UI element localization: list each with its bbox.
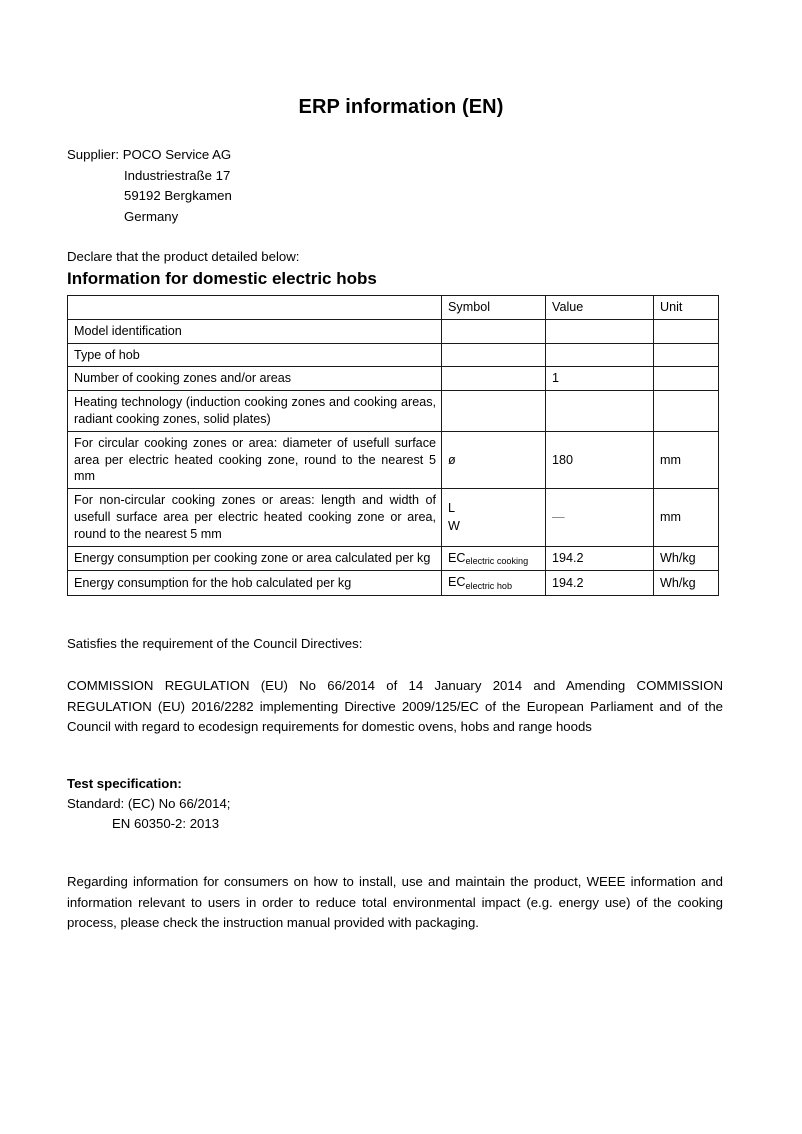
header-cell-unit: Unit [654, 296, 719, 320]
cell-description: Type of hob [68, 343, 442, 367]
symbol-subscript: electric cooking [465, 556, 529, 567]
cell-description: Energy consumption for the hob calculated per kg [68, 571, 442, 596]
closing-paragraph: Regarding information for consumers on how to install, use and maintain the product, WEEE information and information relevant to users in order to reduce total environmental impact (e.g. energy use) of the cooking process, please check the instruction manual provided with packaging. [67, 874, 723, 930]
supplier-address-line-2: 59192 Bergkamen [124, 188, 232, 204]
cell-value [546, 391, 654, 432]
cell-description: Energy consumption per cooking zone or area calculated per kg [68, 546, 442, 571]
cell-unit [654, 367, 719, 391]
cell-unit: mm [654, 431, 719, 488]
supplier-address-line-3: Germany [124, 208, 179, 224]
declare-line: Declare that the product detailed below: [67, 249, 300, 264]
cell-symbol-ec-electric-cooking [442, 546, 546, 571]
cell-description: Number of cooking zones and/or areas [68, 367, 442, 391]
header-cell-symbol: Symbol [442, 296, 546, 320]
cell-value: — [546, 489, 654, 546]
cell-value: 180 [546, 431, 654, 488]
page-title: ERP information (EN) [298, 96, 504, 118]
section-heading: Information for domestic electric hobs [67, 269, 377, 288]
cell-value: 194.2 [546, 546, 654, 571]
cell-symbol [442, 343, 546, 367]
regulation-paragraph: COMMISSION REGULATION (EU) No 66/2014 of 14 January 2014 and Amending COMMISSION REGULATION (EU) 2016/2282 implementing Directive 2009/125/EC of the European Parliament and of the Council with regard to ecodesign requirements for domestic ovens, hobs and range hoods [67, 678, 723, 734]
table-row [68, 546, 719, 571]
cell-unit: mm [654, 489, 719, 546]
cell-description: Heating technology (induction cooking zones and cooking areas, radiant cooking zones, solid plates) [68, 391, 442, 432]
supplier-address-line-1: Industriestraße 17 [124, 167, 231, 183]
table-row [68, 391, 719, 432]
header-cell-value: Value [546, 296, 654, 320]
symbol-width: W [448, 519, 460, 534]
cell-symbol-diameter: ø [442, 431, 546, 488]
supplier-block [67, 145, 232, 227]
cell-symbol [442, 391, 546, 432]
header-cell-description [68, 296, 442, 320]
test-specification-body [67, 794, 230, 834]
cell-unit [654, 343, 719, 367]
erp-specification-table [67, 295, 719, 596]
table-row [68, 571, 719, 596]
cell-description: Model identification [68, 319, 442, 343]
test-specification-title: Test specification: [67, 776, 182, 791]
cell-description: For non-circular cooking zones or areas: length and width of usefull surface area per electric heated cooking zone or area, round to the nearest 5 mm [68, 489, 442, 546]
table-row [68, 489, 719, 546]
cell-symbol [442, 319, 546, 343]
standard-line-1: Standard: (EC) No 66/2014; [67, 796, 231, 811]
cell-symbol-length-width [442, 489, 546, 546]
cell-unit: Wh/kg [654, 571, 719, 596]
cell-value [546, 319, 654, 343]
symbol-base: EC [448, 575, 466, 590]
table-row [68, 319, 719, 343]
cell-value: 1 [546, 367, 654, 391]
cell-description: For circular cooking zones or area: diameter of usefull surface area per electric heated cooking zone, round to the nearest 5 mm [68, 431, 442, 488]
table-row [68, 367, 719, 391]
supplier-name-line: Supplier: POCO Service AG [67, 147, 232, 162]
symbol-length: L [448, 501, 456, 516]
satisfies-line: Satisfies the requirement of the Council Directives: [67, 636, 363, 651]
table-header-row [68, 296, 719, 320]
table-row [68, 343, 719, 367]
cell-symbol [442, 367, 546, 391]
cell-symbol-ec-electric-hob [442, 571, 546, 596]
cell-unit [654, 319, 719, 343]
table-row [68, 431, 719, 488]
cell-unit: Wh/kg [654, 546, 719, 571]
symbol-base: EC [448, 550, 466, 565]
standard-line-2: EN 60350-2: 2013 [112, 816, 220, 831]
cell-unit [654, 391, 719, 432]
cell-value: 194.2 [546, 571, 654, 596]
symbol-subscript: electric hob [465, 580, 513, 591]
cell-value [546, 343, 654, 367]
